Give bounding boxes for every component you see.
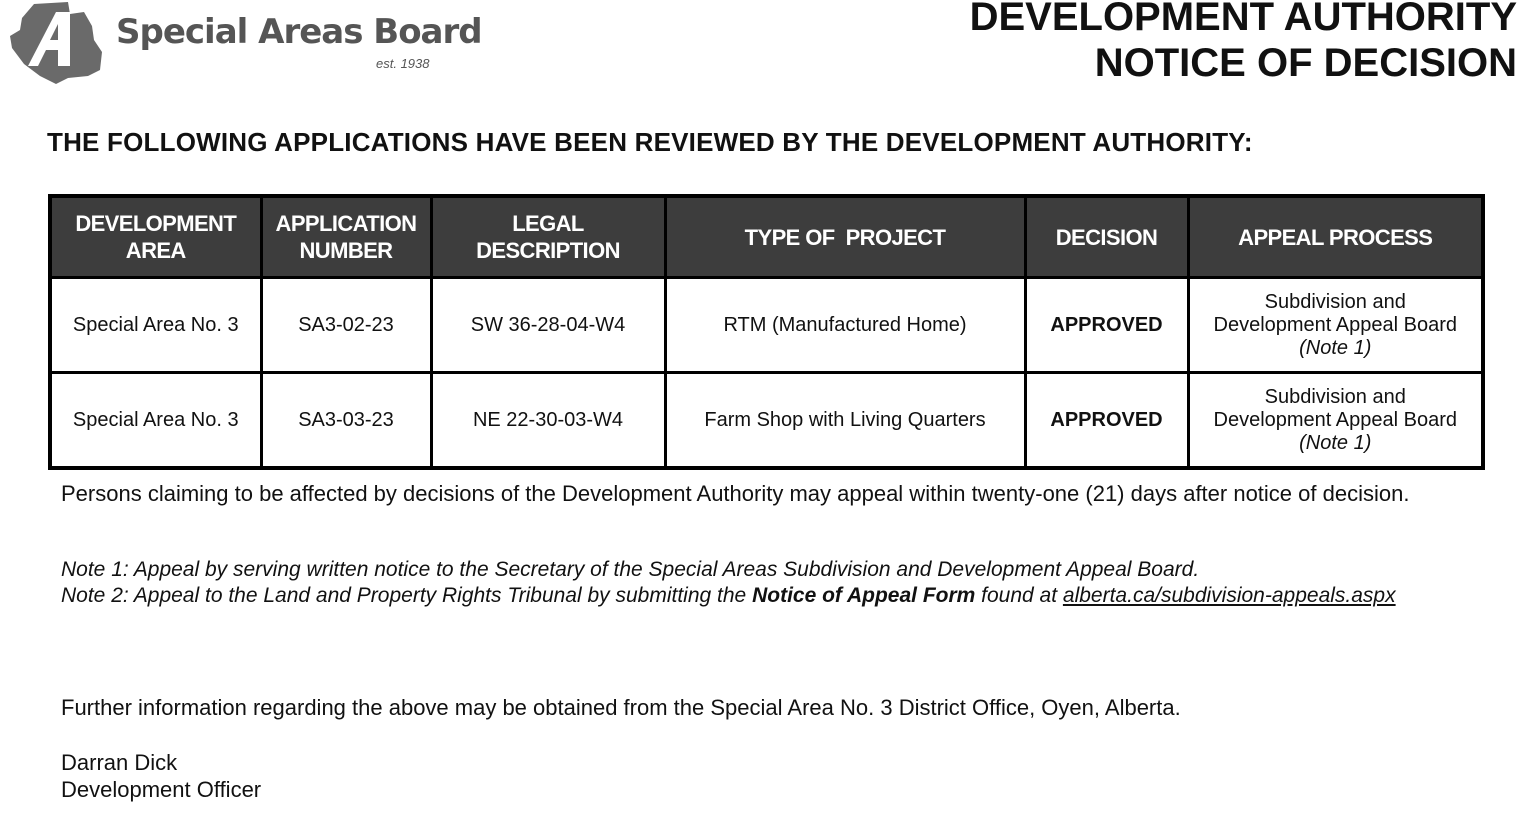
title-line-2: NOTICE OF DECISION xyxy=(1094,41,1517,85)
appeal-form-link[interactable]: alberta.ca/subdivision-appeals.aspx xyxy=(1062,584,1396,607)
header-development-area: DEVELOPMENT AREA xyxy=(50,196,261,278)
header-appeal-process: APPEAL PROCESS xyxy=(1188,196,1483,278)
table-row xyxy=(50,373,1483,469)
table-header-row xyxy=(50,196,1483,278)
applications-table xyxy=(48,194,1485,470)
cell-decision: APPROVED xyxy=(1025,278,1188,373)
notes xyxy=(61,557,1461,609)
cell-number: SA3-03-23 xyxy=(261,373,431,469)
cell-number: SA3-02-23 xyxy=(261,278,431,373)
note-1: Note 1: Appeal by serving written notice to the Secretary of the Special Areas Subdivision and Development Appeal Board. xyxy=(61,558,1200,581)
subheading: THE FOLLOWING APPLICATIONS HAVE BEEN REVIEWED BY THE DEVELOPMENT AUTHORITY: xyxy=(47,127,1253,157)
logo-est: est. 1938 xyxy=(376,56,430,71)
cell-appeal: Subdivision and Development Appeal Board (Note 1) xyxy=(1188,373,1483,469)
note-2: Note 2: Appeal to the Land and Property Rights Tribunal by submitting the Notice of Appeal Form found at alberta.ca/subdivision-appeals.aspx xyxy=(61,584,1396,607)
signature-block xyxy=(61,749,261,803)
signature-name: Darran Dick xyxy=(61,750,178,775)
header-decision: DECISION xyxy=(1025,196,1188,278)
logo xyxy=(6,0,482,86)
special-areas-logo-icon xyxy=(6,0,106,86)
further-information: Further information regarding the above may be obtained from the Special Area No. 3 District Office, Oyen, Alberta. xyxy=(61,695,1181,720)
cell-appeal: Subdivision and Development Appeal Board (Note 1) xyxy=(1188,278,1483,373)
cell-legal: NE 22-30-03-W4 xyxy=(431,373,665,469)
header-type-of-project: TYPE OF PROJECT xyxy=(665,196,1025,278)
header-application-number: APPLICATION NUMBER xyxy=(261,196,431,278)
appeal-period-text: Persons claiming to be affected by decisions of the Development Authority may appeal within twenty-one (21) days after notice of decision. xyxy=(61,481,1410,506)
header-legal-description: LEGAL DESCRIPTION xyxy=(431,196,665,278)
cell-project: Farm Shop with Living Quarters xyxy=(665,373,1025,469)
table-row xyxy=(50,278,1483,373)
cell-area: Special Area No. 3 xyxy=(50,278,261,373)
logo-name: Special Areas Board xyxy=(116,12,482,52)
cell-project: RTM (Manufactured Home) xyxy=(665,278,1025,373)
title-line-1: DEVELOPMENT AUTHORITY xyxy=(969,0,1517,39)
cell-legal: SW 36-28-04-W4 xyxy=(431,278,665,373)
page-title xyxy=(970,0,1517,86)
cell-decision: APPROVED xyxy=(1025,373,1188,469)
cell-area: Special Area No. 3 xyxy=(50,373,261,469)
signature-role: Development Officer xyxy=(61,777,262,802)
